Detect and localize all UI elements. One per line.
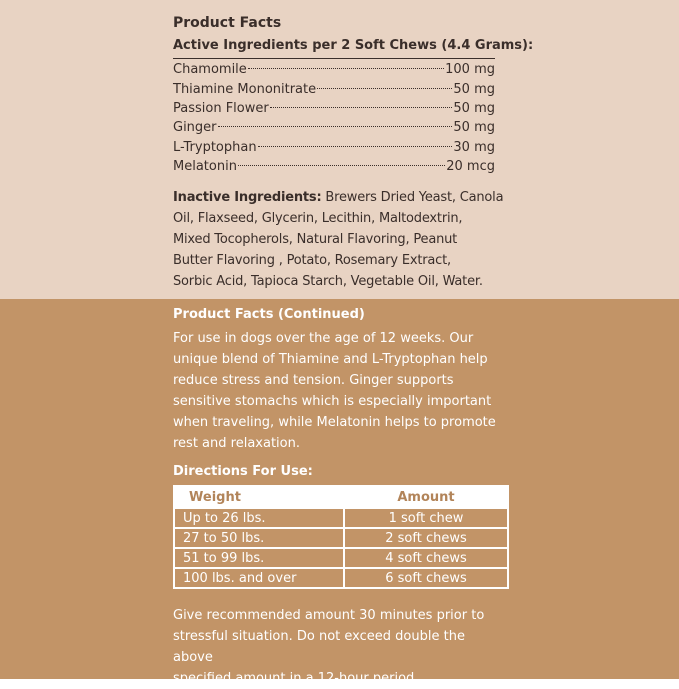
amount-cell: 1 soft chew <box>344 508 508 528</box>
product-facts-panel <box>0 0 679 299</box>
ingredient-row <box>173 138 495 158</box>
ingredient-row <box>173 157 495 177</box>
ingredient-amount: 50 mg <box>453 101 495 116</box>
ingredient-amount: 20 mcg <box>446 159 495 174</box>
inactive-line: Sorbic Acid, Tapioca Starch, Vegetable Oil, Water. <box>173 274 483 289</box>
inactive-label: Inactive Ingredients: <box>173 190 322 205</box>
ingredient-amount: 30 mg <box>453 140 495 155</box>
active-ingredients-heading: Active Ingredients per 2 Soft Chews (4.4 Grams): <box>173 38 534 53</box>
ingredient-amount: 50 mg <box>453 82 495 97</box>
warning-line: specified amount in a 12-hour period. <box>173 671 419 686</box>
ingredient-name: Melatonin <box>173 159 237 174</box>
ingredient-row <box>173 118 495 138</box>
weight-cell: 100 lbs. and over <box>174 568 344 588</box>
ingredient-name: Chamomile <box>173 62 247 77</box>
weight-header: Weight <box>174 486 344 508</box>
continued-panel <box>0 299 679 686</box>
table-row <box>174 528 508 548</box>
ingredient-row <box>173 60 495 80</box>
weight-cell: 27 to 50 lbs. <box>174 528 344 548</box>
warning-line: Give recommended amount 30 minutes prior to <box>173 608 485 623</box>
dot-leader <box>218 126 453 127</box>
ingredient-name: Passion Flower <box>173 101 269 116</box>
inactive-line: Mixed Tocopherols, Natural Flavoring, Peanut <box>173 232 458 247</box>
directions-table <box>173 485 509 589</box>
amount-header: Amount <box>344 486 508 508</box>
usage-warning <box>173 605 508 689</box>
ingredient-amount: 100 mg <box>445 62 495 77</box>
description-line: rest and relaxation. <box>173 436 300 451</box>
amount-cell: 2 soft chews <box>344 528 508 548</box>
description-line: For use in dogs over the age of 12 weeks. Our <box>173 331 474 346</box>
dot-leader <box>258 146 453 147</box>
amount-cell: 4 soft chews <box>344 548 508 568</box>
description-line: when traveling, while Melatonin helps to promote <box>173 415 496 430</box>
inactive-line: Butter Flavoring , Potato, Rosemary Extract, <box>173 253 451 268</box>
description-line: reduce stress and tension. Ginger supports <box>173 373 454 388</box>
inactive-ingredients <box>173 187 508 292</box>
ingredient-row <box>173 99 495 119</box>
table-row <box>174 568 508 588</box>
table-row <box>174 508 508 528</box>
ingredient-row <box>173 80 495 100</box>
description-line: sensitive stomachs which is especially important <box>173 394 492 409</box>
dot-leader <box>238 165 445 166</box>
directions-heading: Directions For Use: <box>173 464 313 479</box>
ingredient-name: Ginger <box>173 120 217 135</box>
dot-leader <box>248 68 444 69</box>
divider <box>173 58 495 59</box>
amount-cell: 6 soft chews <box>344 568 508 588</box>
dot-leader <box>270 107 453 108</box>
warning-line: stressful situation. Do not exceed double the above <box>173 629 465 665</box>
ingredient-amount: 50 mg <box>453 120 495 135</box>
inactive-line: Oil, Flaxseed, Glycerin, Lecithin, Maltodextrin, <box>173 211 463 226</box>
table-row <box>174 548 508 568</box>
weight-cell: 51 to 99 lbs. <box>174 548 344 568</box>
dot-leader <box>317 88 452 89</box>
ingredient-name: L-Tryptophan <box>173 140 257 155</box>
weight-cell: Up to 26 lbs. <box>174 508 344 528</box>
ingredient-name: Thiamine Mononitrate <box>173 82 317 97</box>
description-line: unique blend of Thiamine and L-Tryptophan help <box>173 352 488 367</box>
table-header-row <box>174 486 508 508</box>
product-facts-title: Product Facts <box>173 15 282 31</box>
continued-title: Product Facts (Continued) <box>173 307 365 322</box>
description <box>173 328 508 454</box>
inactive-line: Brewers Dried Yeast, Canola <box>321 190 504 205</box>
